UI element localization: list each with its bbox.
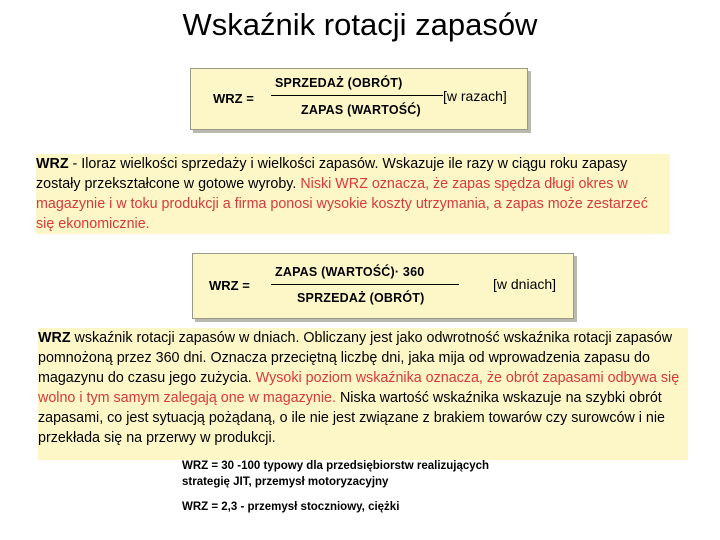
paragraph-wrz-days [38,328,688,460]
paragraph-highlight: Wysoki poziom wskaźnika oznacza, że obrót zapasami odbywa się wolno i tym samym zalegają one w magazynie. [38,370,680,406]
example-line-jit: WRZ = 30 -100 typowy dla przedsiębiorstw realizujących [182,460,490,472]
examples-block [182,459,562,516]
formula-denominator: ZAPAS (WARTOŚĆ) [301,103,421,117]
formula-unit: [w razach] [443,88,507,104]
paragraph-highlight: Niski WRZ oznacza, że zapas spędza długi okres w magazynie i w toku produkcji a firma ponosi wysokie koszty utrzymania, a zapas może zestarzeć się ekonomicznie. [36,176,648,232]
example-line-jit-cont: strategię JIT, przemysł motoryzacyjny [182,475,389,488]
paragraph-text-after: Niska wartość wskaźnika wskazuje na szybki obrót zapasami, co jest sytuacją pożądaną, o ile nie jest związane z brakiem towarów czy surowców i nie przekłada się na przerwy w produkcji. [38,390,665,446]
formula-numerator: SPRZEDAŻ (OBRÓT) [275,76,403,90]
fraction-line [271,95,443,96]
formula-box-turnover-times [190,68,528,130]
example-line-shipbuilding: WRZ = 2,3 - przemysł stoczniowy, ciężki [182,501,400,513]
formula-denominator: SPRZEDAŻ (OBRÓT) [297,291,425,305]
page-title: Wskaźnik rotacji zapasów [182,7,538,42]
term-wrz: WRZ [36,156,69,172]
formula-lhs: WRZ = [213,91,254,106]
formula-numerator: ZAPAS (WARTOŚĆ)· 360 [275,265,425,279]
paragraph-text: - Iloraz wielkości sprzedaży i wielkości zapasów. Wskazuje ile razy w ciągu roku zapasy zostały przekształcone w gotowe wyroby. [36,156,628,192]
paragraph-wrz-times [36,154,670,234]
formula-box-turnover-days [192,253,574,319]
paragraph-text: wskaźnik rotacji zapasów w dniach. Obliczany jest jako odwrotność wskaźnika rotacji zapasów pomnożoną przez 360 dni. Oznacza przeciętną liczbę dni, jaka mija od wprowadzenia zapasu do magazynu do czasu jego zużycia. [38,330,673,386]
formula-lhs: WRZ = [209,278,250,293]
formula-unit: [w dniach] [493,276,557,292]
fraction-line [271,284,459,285]
term-wrz: WRZ [38,330,71,346]
